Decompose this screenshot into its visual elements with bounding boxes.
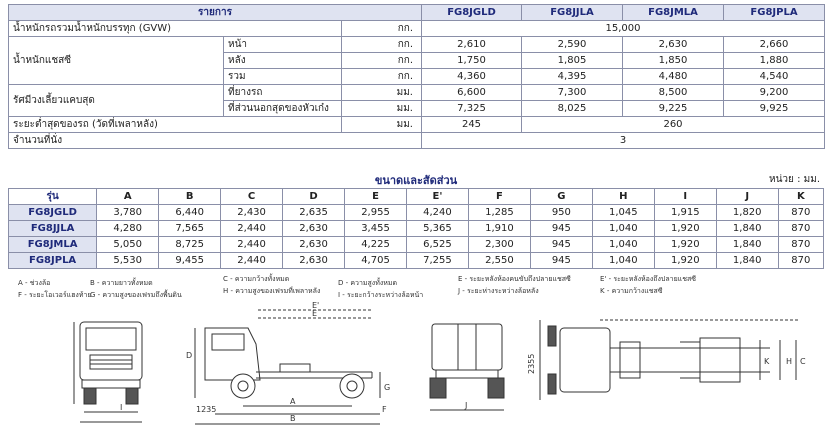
curb-rear-value: 1,805 — [522, 53, 623, 69]
dims-cell: 1,840 — [716, 221, 778, 237]
curb-rear-value: 1,850 — [623, 53, 724, 69]
spec-header-model: FG8JPLA — [724, 5, 825, 21]
legend-item: G - ความสูงของเฟรมถึงพื้นดิน — [90, 291, 182, 299]
dims-cell: 1,910 — [468, 221, 530, 237]
curb-total-value: 4,360 — [422, 69, 522, 85]
dims-cell: 4,225 — [345, 237, 407, 253]
spec-header-model: FG8JGLD — [422, 5, 522, 21]
truck-plan-view-icon — [540, 320, 800, 400]
dim-label: A — [290, 397, 296, 406]
curb-label: น้ำหนักแชสซี — [9, 37, 224, 85]
dims-cell: 7,565 — [159, 221, 221, 237]
turning-wheel-row — [9, 85, 825, 101]
dim-label: 1235 — [196, 405, 217, 414]
legend-item: E' - ระยะหลังห้องถึงปลายแชสซี — [600, 275, 696, 283]
dims-cell: 1,040 — [592, 221, 654, 237]
seats-value: 3 — [422, 133, 825, 149]
legend-item: C - ความกว้างทั้งหมด — [223, 275, 290, 283]
dims-cell: 1,920 — [654, 253, 716, 269]
dims-row — [9, 237, 824, 253]
dims-title-bar — [8, 171, 824, 187]
dim-label: G — [384, 383, 391, 392]
turning-label: รัศมีวงเลี้ยวแคบสุด — [9, 85, 224, 117]
truck-side-view-icon — [195, 310, 380, 424]
dims-cell: 945 — [530, 221, 592, 237]
dims-header: F — [468, 189, 530, 205]
dims-header: K — [778, 189, 823, 205]
curb-front-value: 2,630 — [623, 37, 724, 53]
legend-item: E - ระยะหลังห้องคนขับถึงปลายแชสซี — [458, 275, 571, 283]
legend-item: A - ช่วงล้อ — [18, 279, 51, 287]
dim-label: F — [382, 405, 387, 414]
dim-label: D — [186, 351, 193, 360]
clearance-value-a: 245 — [422, 117, 522, 133]
dim-label: H — [786, 357, 793, 366]
dims-cell: 2,955 — [345, 205, 407, 221]
curb-front-label: หน้า — [224, 37, 342, 53]
dims-cell: 870 — [778, 237, 823, 253]
dims-header: B — [159, 189, 221, 205]
seats-label: จำนวนที่นั่ง — [9, 133, 422, 149]
dims-table — [8, 188, 824, 269]
dims-cell: 7,255 — [406, 253, 468, 269]
dims-cell: 6,440 — [159, 205, 221, 221]
spec-table — [8, 4, 825, 149]
dim-label: B — [290, 414, 296, 423]
dims-title: ขนาดและสัดส่วน — [374, 174, 458, 187]
dims-header: J — [716, 189, 778, 205]
clearance-label: ระยะต่ำสุดของรถ (วัดที่เพลาหลัง) — [9, 117, 342, 133]
dims-cell: 6,525 — [406, 237, 468, 253]
curb-front-value: 2,590 — [522, 37, 623, 53]
dim-label: J — [465, 401, 468, 410]
turning-body-unit: มม. — [342, 101, 422, 117]
dims-cell: 2,440 — [221, 253, 283, 269]
turning-wheel-value: 6,600 — [422, 85, 522, 101]
dims-cell: 950 — [530, 205, 592, 221]
dim-label: K — [764, 357, 770, 366]
dim-label: C — [800, 357, 806, 366]
dims-cell: 4,705 — [345, 253, 407, 269]
dims-cell: 1,045 — [592, 205, 654, 221]
dims-cell: 2,635 — [283, 205, 345, 221]
spec-header-item: รายการ — [9, 5, 422, 21]
dims-header: รุ่น — [9, 189, 97, 205]
curb-total-value: 4,540 — [724, 69, 825, 85]
dims-cell: 2,430 — [221, 205, 283, 221]
dims-cell: 1,920 — [654, 237, 716, 253]
gvw-label: น้ำหนักรถรวมน้ำหนักบรรทุก (GVW) — [9, 21, 342, 37]
dims-header: E — [345, 189, 407, 205]
gvw-unit: กก. — [342, 21, 422, 37]
dims-cell: 2,440 — [221, 237, 283, 253]
dims-cell: 1,040 — [592, 253, 654, 269]
dims-row — [9, 221, 824, 237]
dim-label: I — [120, 403, 123, 412]
dims-cell: 945 — [530, 253, 592, 269]
dims-cell: 1,920 — [654, 221, 716, 237]
curb-total-unit: กก. — [342, 69, 422, 85]
turning-wheel-label: ที่ยางรถ — [224, 85, 342, 101]
spec-header-row — [9, 5, 825, 21]
dims-cell: 4,240 — [406, 205, 468, 221]
dims-header: E' — [406, 189, 468, 205]
dims-model: FG8JMLA — [9, 237, 97, 253]
curb-rear-unit: กก. — [342, 53, 422, 69]
curb-front-row — [9, 37, 825, 53]
dims-cell: 870 — [778, 253, 823, 269]
dims-cell: 5,365 — [406, 221, 468, 237]
turning-wheel-unit: มม. — [342, 85, 422, 101]
dim-label: 2355 — [527, 353, 536, 374]
turning-wheel-value: 8,500 — [623, 85, 724, 101]
dims-row — [9, 205, 824, 221]
curb-front-unit: กก. — [342, 37, 422, 53]
truck-front-view-icon — [74, 322, 142, 422]
clearance-row — [9, 117, 825, 133]
curb-rear-value: 1,750 — [422, 53, 522, 69]
legend-item: H - ความสูงของเฟรมที่เพลาหลัง — [223, 287, 321, 295]
dims-model: FG8JPLA — [9, 253, 97, 269]
gvw-value: 15,000 — [422, 21, 825, 37]
turning-wheel-value: 9,200 — [724, 85, 825, 101]
dims-cell: 8,725 — [159, 237, 221, 253]
curb-total-value: 4,395 — [522, 69, 623, 85]
dim-label: E' — [312, 301, 320, 310]
dims-cell: 2,630 — [283, 253, 345, 269]
dims-cell: 3,780 — [97, 205, 159, 221]
dims-cell: 2,440 — [221, 221, 283, 237]
truck-rear-view-icon — [430, 324, 504, 410]
turning-body-value: 8,025 — [522, 101, 623, 117]
dims-cell: 3,455 — [345, 221, 407, 237]
dims-cell: 1,040 — [592, 237, 654, 253]
turning-body-value: 7,325 — [422, 101, 522, 117]
dims-cell: 2,630 — [283, 237, 345, 253]
dims-cell: 1,915 — [654, 205, 716, 221]
dim-label: E — [312, 309, 318, 318]
dims-model: FG8JGLD — [9, 205, 97, 221]
gvw-row — [9, 21, 825, 37]
dims-model: FG8JJLA — [9, 221, 97, 237]
curb-total-value: 4,480 — [623, 69, 724, 85]
legend-item: D - ความสูงทั้งหมด — [338, 279, 398, 287]
dims-cell: 1,840 — [716, 237, 778, 253]
dims-cell: 2,550 — [468, 253, 530, 269]
dims-header: A — [97, 189, 159, 205]
truck-drawings — [0, 300, 834, 428]
curb-rear-label: หลัง — [224, 53, 342, 69]
clearance-value-b: 260 — [522, 117, 825, 133]
turning-body-label: ที่ส่วนนอกสุดของหัวเก๋ง — [224, 101, 342, 117]
spec-header-model: FG8JJLA — [522, 5, 623, 21]
turning-body-value: 9,225 — [623, 101, 724, 117]
dims-cell: 9,455 — [159, 253, 221, 269]
dims-cell: 4,280 — [97, 221, 159, 237]
dims-header: H — [592, 189, 654, 205]
turning-body-value: 9,925 — [724, 101, 825, 117]
legend-item: J - ระยะห่างระหว่างล้อหลัง — [458, 287, 539, 295]
curb-total-label: รวม — [224, 69, 342, 85]
dims-cell: 870 — [778, 221, 823, 237]
turning-wheel-value: 7,300 — [522, 85, 623, 101]
dims-unit-note: หน่วย : มม. — [769, 174, 820, 185]
dims-cell: 1,820 — [716, 205, 778, 221]
dims-cell: 1,840 — [716, 253, 778, 269]
dims-cell: 5,050 — [97, 237, 159, 253]
dims-header: G — [530, 189, 592, 205]
legend-item: K - ความกว้างแชสซี — [600, 287, 663, 295]
dims-header: D — [283, 189, 345, 205]
curb-rear-value: 1,880 — [724, 53, 825, 69]
dims-cell: 2,300 — [468, 237, 530, 253]
dims-cell: 1,285 — [468, 205, 530, 221]
dims-cell: 2,630 — [283, 221, 345, 237]
dims-header: I — [654, 189, 716, 205]
curb-front-value: 2,610 — [422, 37, 522, 53]
legend-item: I - ระยะกว้างระหว่างล้อหน้า — [338, 291, 424, 299]
dims-row — [9, 253, 824, 269]
legend-item: B - ความยาวทั้งหมด — [90, 279, 153, 287]
dims-header-row — [9, 189, 824, 205]
seats-row — [9, 133, 825, 149]
dims-cell: 945 — [530, 237, 592, 253]
dims-header: C — [221, 189, 283, 205]
dims-cell: 870 — [778, 205, 823, 221]
spec-header-model: FG8JMLA — [623, 5, 724, 21]
clearance-unit: มม. — [342, 117, 422, 133]
curb-front-value: 2,660 — [724, 37, 825, 53]
legend-item: F - ระยะโอเวอร์แฮงท้าย — [18, 291, 92, 299]
dims-cell: 5,530 — [97, 253, 159, 269]
